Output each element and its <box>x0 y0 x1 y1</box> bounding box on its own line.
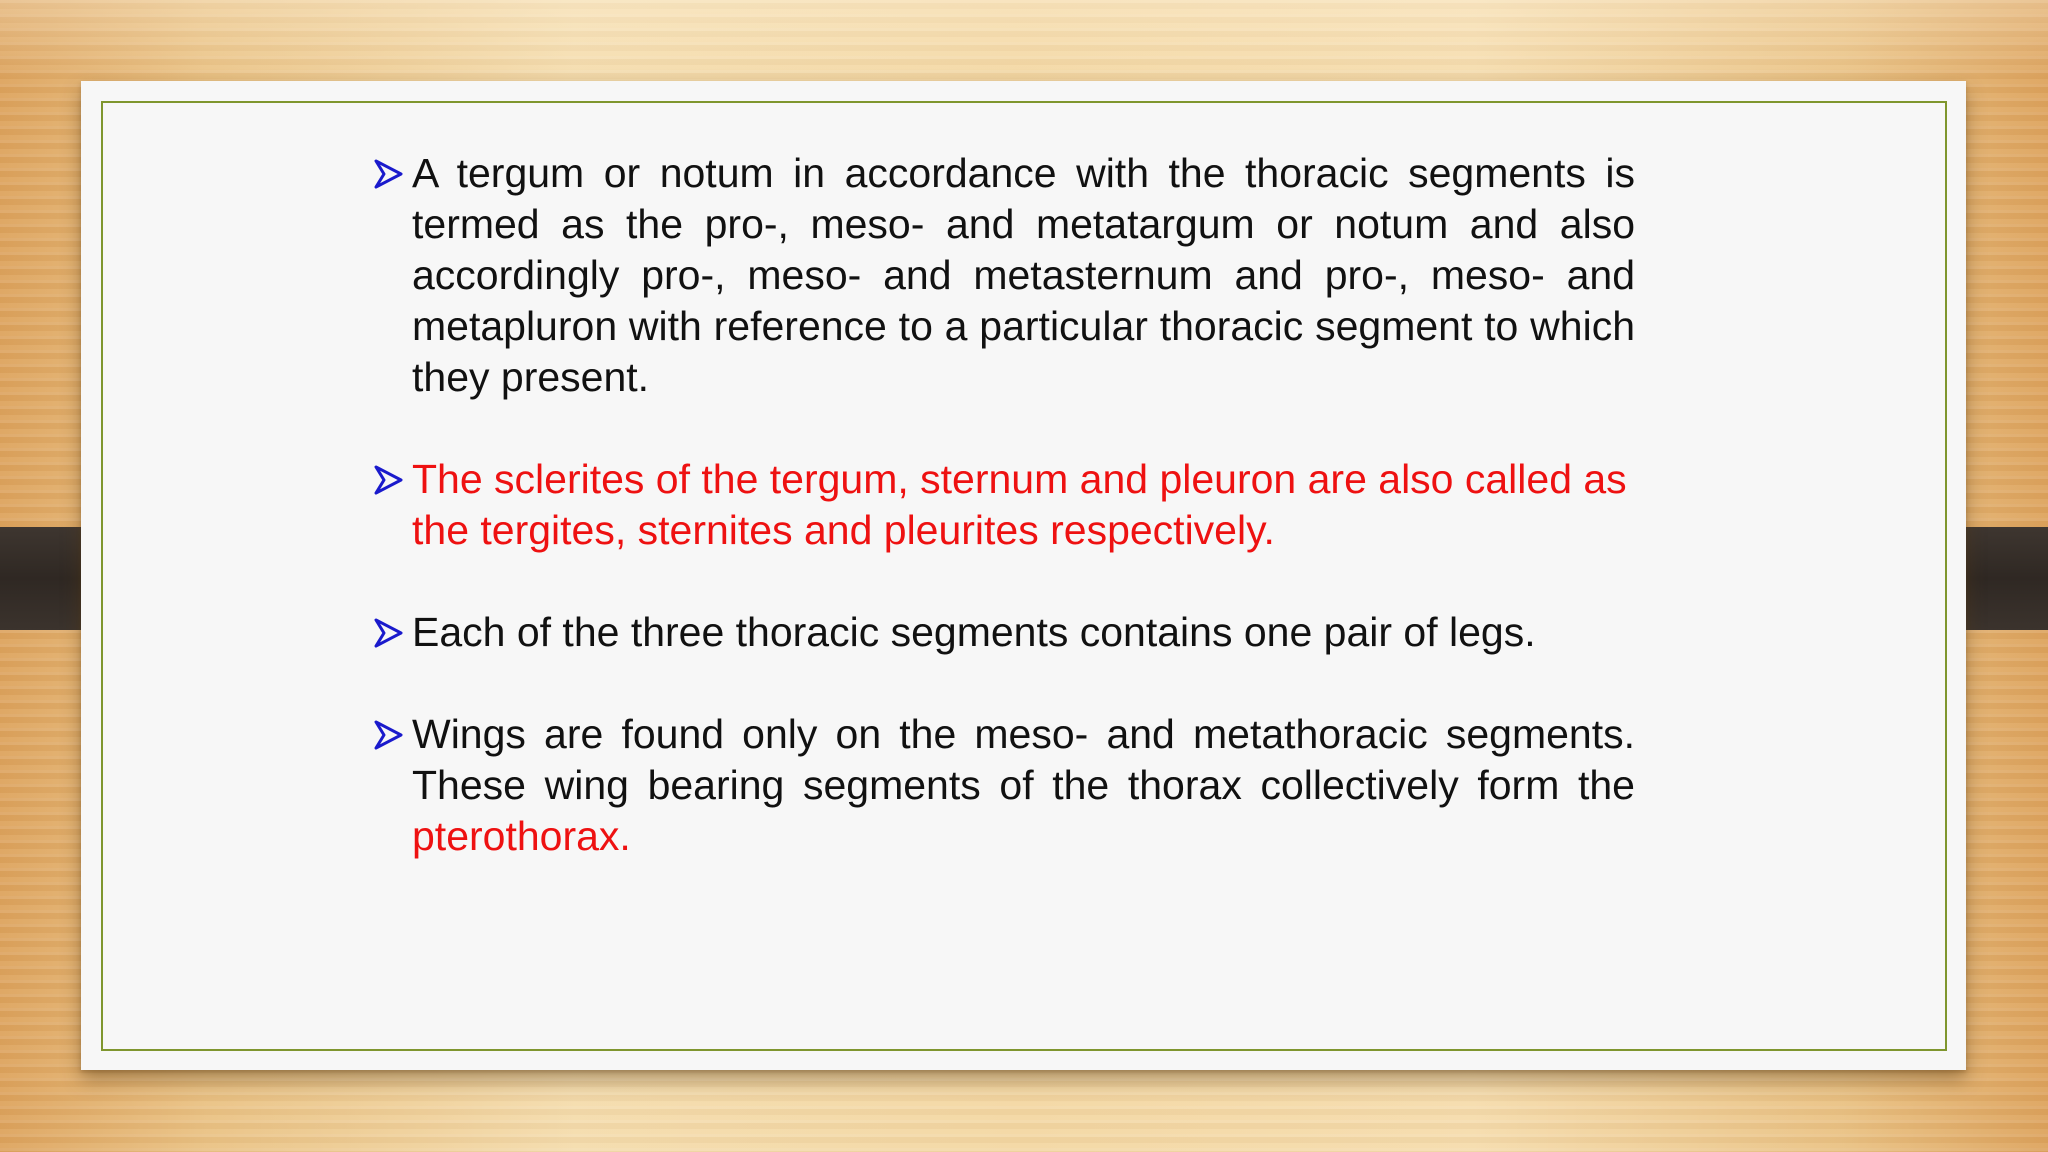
highlight-term: pterothorax. <box>412 813 631 859</box>
arrow-bullet-icon <box>373 720 403 750</box>
bullet-item <box>373 454 1635 556</box>
arrow-bullet-icon <box>373 159 403 189</box>
bullet-text: Wings are found only on the meso- and metathoracic segments. These wing bearing segments of the thorax collectively form the <box>412 711 1635 808</box>
bullet-item <box>373 607 1635 658</box>
bullet-item <box>373 709 1635 862</box>
bullet-text: A tergum or notum in accordance with the thoracic segments is termed as the pro-, meso- and metatargum or notum and also accordingly pro-, meso- and metasternum and pro-, meso- and metapluron with reference to a particular thoracic segment to which they present. <box>412 150 1635 400</box>
bullet-text: The sclerites of the tergum, sternum and pleuron are also called as the tergites, sternites and pleurites respectively. <box>412 456 1627 553</box>
bullet-item <box>373 148 1635 403</box>
bullet-list <box>373 148 1635 913</box>
bullet-text: Each of the three thoracic segments contains one pair of legs. <box>412 609 1536 655</box>
arrow-bullet-icon <box>373 465 403 495</box>
arrow-bullet-icon <box>373 618 403 648</box>
wood-background <box>0 0 2048 80</box>
